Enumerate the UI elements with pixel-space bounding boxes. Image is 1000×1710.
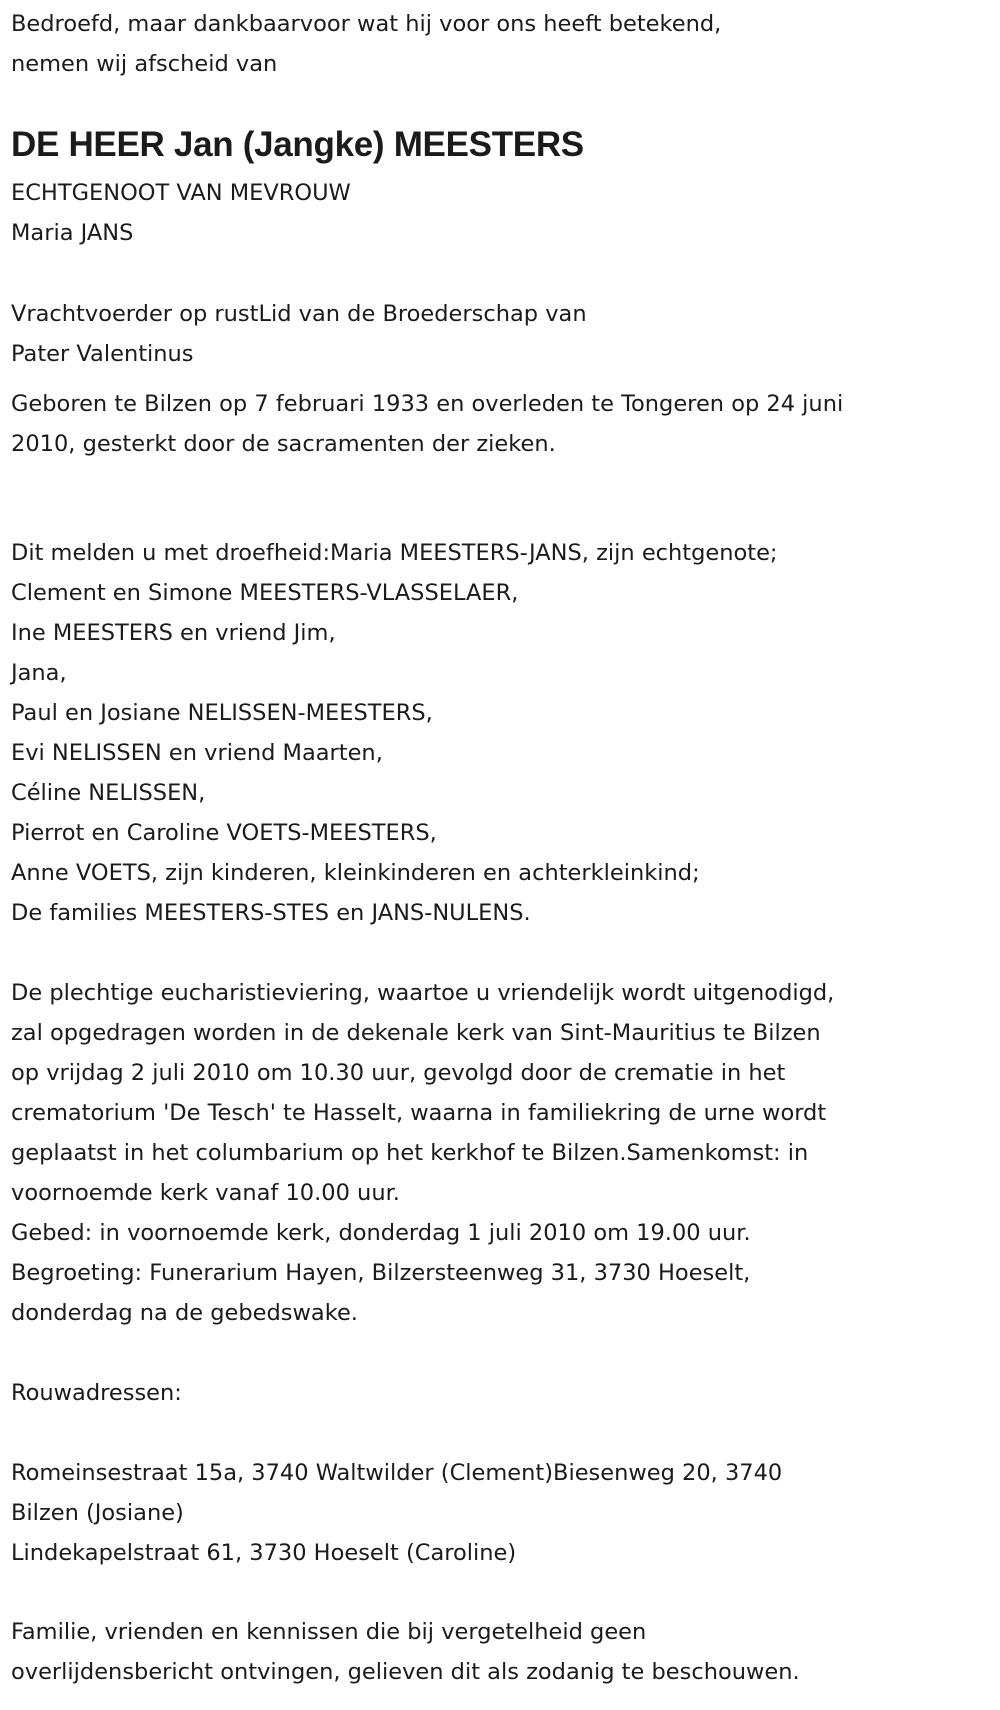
ceremony-line: Begroeting: Funerarium Hayen, Bilzersteenweg 31, 3730 Hoeselt, bbox=[11, 1260, 751, 1286]
ceremony-line: voornoemde kerk vanaf 10.00 uur. bbox=[11, 1180, 400, 1206]
family-line: Pierrot en Caroline VOETS-MEESTERS, bbox=[11, 820, 437, 846]
ceremony-line: geplaatst in het columbarium op het kerkhof te Bilzen.Samenkomst: in bbox=[11, 1140, 809, 1166]
family-line: Jana, bbox=[11, 660, 67, 686]
address-line: Lindekapelstraat 61, 3730 Hoeselt (Caroline) bbox=[11, 1540, 517, 1566]
closing-line: overlijdensbericht ontvingen, gelieven dit als zodanig te beschouwen. bbox=[11, 1659, 800, 1685]
closing-line: Familie, vrienden en kennissen die bij vergetelheid geen bbox=[11, 1619, 647, 1645]
intro-line: nemen wij afscheid van bbox=[11, 51, 278, 77]
deceased-name: DE HEER Jan (Jangke) MEESTERS bbox=[11, 125, 584, 164]
address-line: Romeinsestraat 15a, 3740 Waltwilder (Clement)Biesenweg 20, 3740 bbox=[11, 1460, 783, 1486]
occupation-line: Vrachtvoerder op rustLid van de Broederschap van bbox=[11, 301, 587, 327]
intro-line: Bedroefd, maar dankbaarvoor wat hij voor ons heeft betekend, bbox=[11, 11, 722, 37]
family-line: Paul en Josiane NELISSEN-MEESTERS, bbox=[11, 700, 433, 726]
ceremony-line: zal opgedragen worden in de dekenale kerk van Sint-Mauritius te Bilzen bbox=[11, 1020, 821, 1046]
intro-text bbox=[11, 4, 1000, 84]
occupation-line: Pater Valentinus bbox=[11, 341, 194, 367]
addresses-heading-block bbox=[11, 1373, 1000, 1413]
birth-death-block bbox=[11, 384, 1000, 464]
ceremony-line: crematorium 'De Tesch' te Hasselt, waarna in familiekring de urne wordt bbox=[11, 1100, 827, 1126]
address-line: Bilzen (Josiane) bbox=[11, 1500, 184, 1526]
family-line: Anne VOETS, zijn kinderen, kleinkinderen en achterkleinkind; bbox=[11, 860, 700, 886]
addresses-block bbox=[11, 1453, 1000, 1573]
ceremony-line: Gebed: in voornoemde kerk, donderdag 1 juli 2010 om 19.00 uur. bbox=[11, 1220, 751, 1246]
spouse-block bbox=[11, 173, 1000, 253]
family-line: Dit melden u met droefheid:Maria MEESTERS-JANS, zijn echtgenote; bbox=[11, 540, 778, 566]
birth-death-line: 2010, gesterkt door de sacramenten der zieken. bbox=[11, 431, 556, 457]
addresses-heading: Rouwadressen: bbox=[11, 1380, 182, 1406]
family-line: Céline NELISSEN, bbox=[11, 780, 206, 806]
ceremony-line: donderdag na de gebedswake. bbox=[11, 1300, 358, 1326]
occupation-block bbox=[11, 294, 1000, 374]
family-line: De families MEESTERS-STES en JANS-NULENS. bbox=[11, 900, 531, 926]
ceremony-line: op vrijdag 2 juli 2010 om 10.30 uur, gevolgd door de crematie in het bbox=[11, 1060, 786, 1086]
ceremony-line: De plechtige eucharistieviering, waartoe u vriendelijk wordt uitgenodigd, bbox=[11, 980, 835, 1006]
deceased-name-block bbox=[11, 125, 1000, 165]
family-list bbox=[11, 533, 1000, 933]
family-line: Clement en Simone MEESTERS-VLASSELAER, bbox=[11, 580, 519, 606]
family-line: Evi NELISSEN en vriend Maarten, bbox=[11, 740, 383, 766]
spouse-line: ECHTGENOOT VAN MEVROUW bbox=[11, 180, 351, 206]
ceremony-block bbox=[11, 973, 1000, 1333]
family-line: Ine MEESTERS en vriend Jim, bbox=[11, 620, 336, 646]
closing-block bbox=[11, 1612, 1000, 1692]
birth-death-line: Geboren te Bilzen op 7 februari 1933 en overleden te Tongeren op 24 juni bbox=[11, 391, 844, 417]
spouse-line: Maria JANS bbox=[11, 220, 134, 246]
